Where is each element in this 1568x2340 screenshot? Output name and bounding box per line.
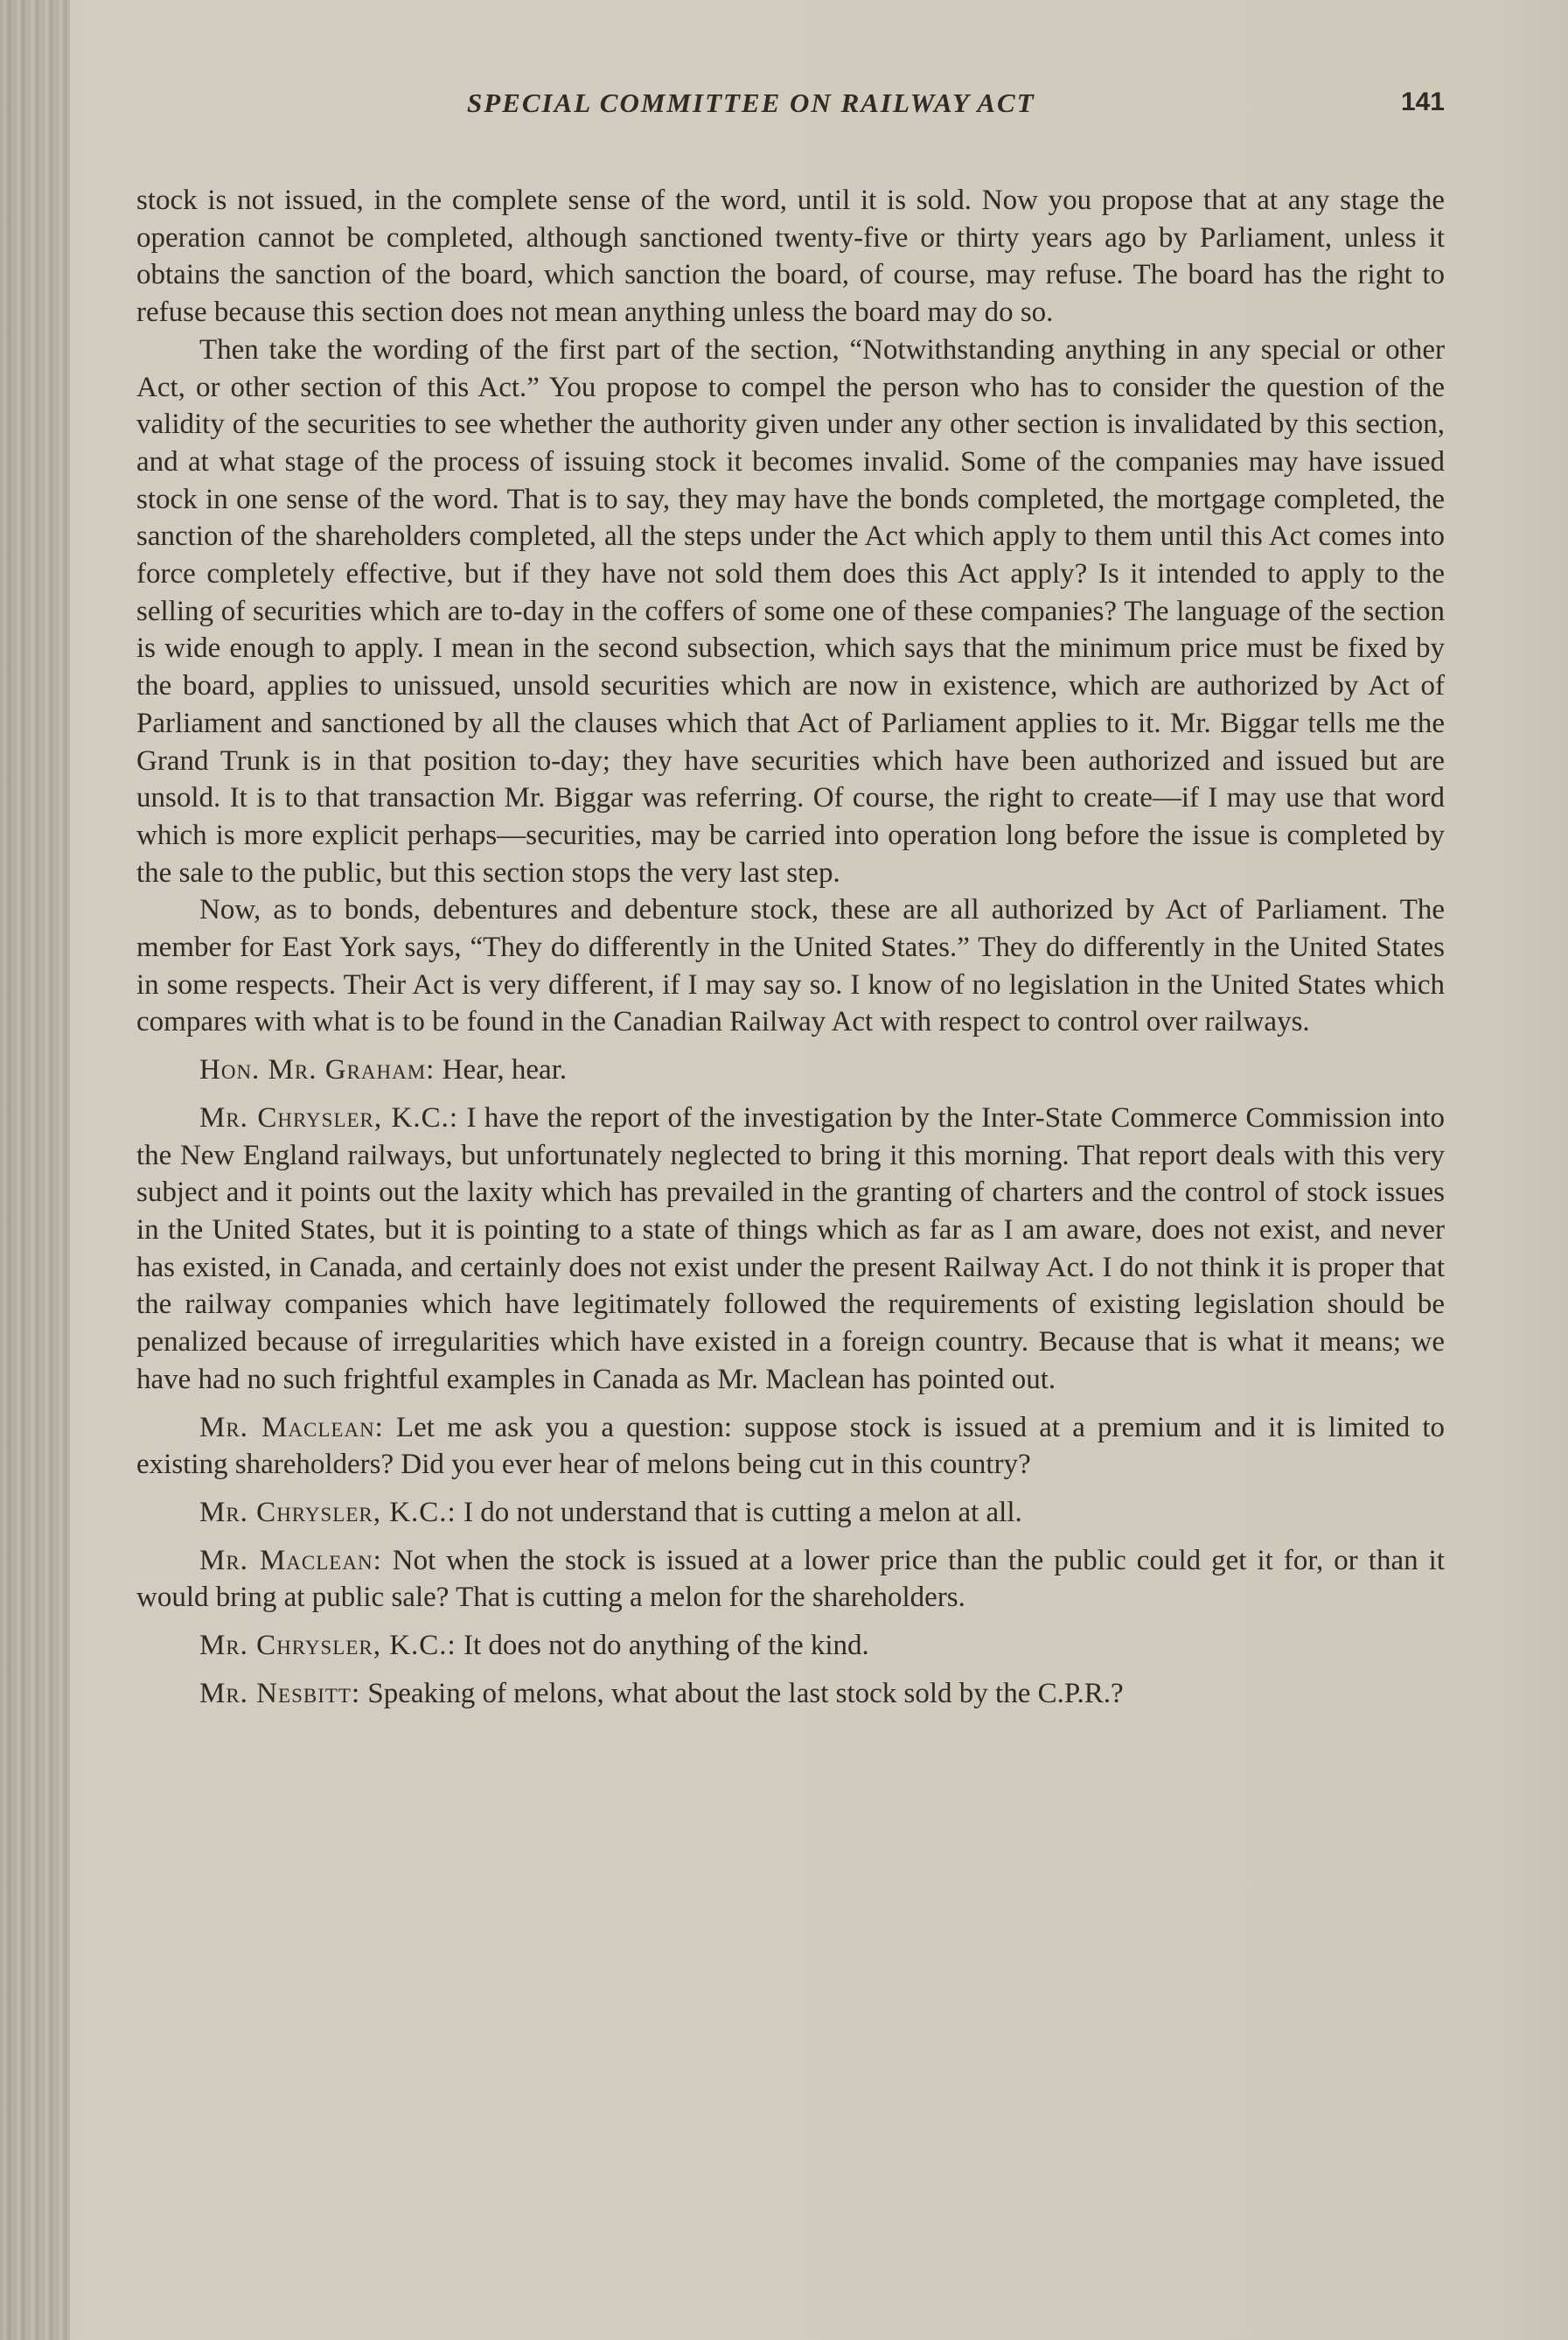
speaker-name: Mr. Maclean: (199, 1544, 382, 1576)
speech (136, 1051, 1445, 1089)
speaker-name: Mr. Chrysler, K.C.: (199, 1496, 456, 1528)
running-head (140, 84, 1445, 128)
speaker-name: Mr. Nesbitt: (199, 1677, 361, 1709)
speech (136, 1100, 1445, 1399)
body-text (136, 182, 1445, 1712)
speech-text: I do not understand that is cutting a melon at all. (463, 1496, 1022, 1528)
page-binding (0, 0, 70, 2340)
speech (136, 1627, 1445, 1665)
paragraph-text: Now, as to bonds, debentures and debenture stock, these are all authorized by Act of Parliament. The member for East York says, “They do differently in the United States.” They do differently in the United States in some respects. Their Act is very different, if I may say so. I know of no legislation in the United States which compares with what is to be found in the Canadian Railway Act with respect to control over railways. (136, 894, 1445, 1038)
speech (136, 1542, 1445, 1617)
paragraph (136, 332, 1445, 892)
paragraph-text: Then take the wording of the first part of the section, “Notwithstanding anything in any special or other Act, or other section of this Act.” You propose to compel the person who has to consider the question of the validity of the securities to see whether the authority given under any other section is invalidated by this section, and at what stage of the process of issuing stock it becomes invalid. Some of the companies may have issued stock in one sense of the word. That is to say, they may have the bonds completed, the mortgage completed, the sanction of the shareholders completed, all the steps under the Act which apply to them until this Act comes into force completely effective, but if they have not sold them does this Act apply? Is it intended to apply to the selling of securities which are to-day in the coffers of some one of these companies? The language of the section is wide enough to apply. I mean in the second subsection, which says that the minimum price must be fixed by the board, applies to unissued, unsold securities which are now in existence, which are authorized by Act of Parliament and sanctioned by all the clauses which that Act of Parliament applies to it. Mr. Biggar tells me the Grand Trunk is in that position to-day; they have securities which have been authorized and issued but are unsold. It is to that transaction Mr. Biggar was referring. Of course, the right to create—if I may use that word which is more explicit perhaps—securities, may be carried into operation long before the issue is completed by the sale to the public, but this section stops the very last step. (136, 333, 1445, 889)
paragraph-text: stock is not issued, in the complete sense of the word, until it is sold. Now you propose that at any stage the operation cannot be completed, although sanctioned twenty-five or thirty years ago by Parliament, unless it obtains the sanction of the board, which sanction the board, of course, may refuse. The board has the right to refuse because this section does not mean anything unless the board may do so. (136, 185, 1445, 329)
page-number: 141 (1400, 87, 1445, 116)
speech-text: Not when the stock is issued at a lower price than the public could get it for, or than it would bring at public sale? That is cutting a melon for the shareholders. (136, 1544, 1445, 1614)
speech-text: Speaking of melons, what about the last stock sold by the C.P.R.? (367, 1677, 1124, 1709)
speech (136, 1409, 1445, 1484)
speech-text: It does not do anything of the kind. (463, 1630, 869, 1662)
speaker-name: Mr. Chrysler, K.C.: (199, 1630, 456, 1662)
paragraph (136, 182, 1445, 332)
paragraph (136, 891, 1445, 1041)
speaker-name: Mr. Chrysler, K.C.: (199, 1101, 459, 1134)
speech-text: Hear, hear. (442, 1054, 568, 1086)
speech (136, 1494, 1445, 1532)
speech-text: I have the report of the investigation by the Inter-State Commerce Commission into the New England railways, but unfortunately neglected to bring it this morning. That report deals with this very subject and it points out the laxity which has prevailed in the granting of charters and the control of stock issues in the United States, but it is pointing to a state of things which as far as I am aware, does not exist, and never has existed, in Canada, and certainly does not exist under the present Railway Act. I do not think it is proper that the railway companies which have legitimately followed the requirements of existing legislation should be penalized because of irregularities which have existed in a foreign country. Because that is what it means; we have had no such frightful examples in Canada as Mr. Maclean has pointed out. (136, 1101, 1446, 1395)
running-head-title: SPECIAL COMMITTEE ON RAILWAY ACT (467, 87, 1035, 118)
speaker-name: Mr. Maclean: (199, 1411, 384, 1443)
speaker-name: Hon. Mr. Graham: (199, 1054, 436, 1086)
speech (136, 1675, 1445, 1713)
speech-text: Let me ask you a question: suppose stock is issued at a premium and it is limited to existing shareholders? Did you ever hear of melons being cut in this country? (136, 1411, 1445, 1481)
